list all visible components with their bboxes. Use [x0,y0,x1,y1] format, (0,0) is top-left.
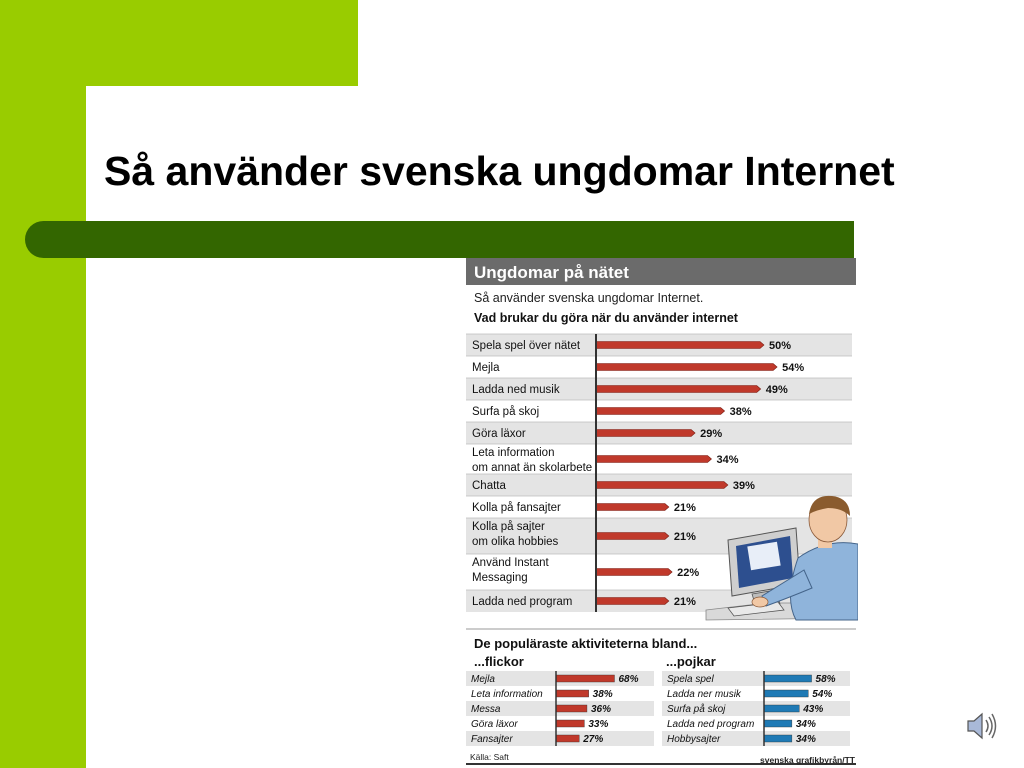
chart-subtitle: Så använder svenska ungdomar Internet. [474,291,704,305]
main-category-label: Kolla på sajter [472,521,545,533]
main-category-label: Surfa på skoj [472,406,540,418]
chart-question: Vad brukar du göra när du använder internet [474,311,738,325]
main-value-label: 21% [673,596,696,608]
main-category-label: Mejla [472,362,500,374]
small-category-label: Göra läxor [471,719,518,730]
main-bar [596,504,669,511]
main-bar [596,456,712,463]
small-bar [556,705,587,712]
small-value-label: 36% [590,704,611,715]
small-category-label: Mejla [471,674,495,685]
main-bar [596,430,695,437]
small-category-label: Leta information [471,689,543,700]
small-chart-rows [466,671,850,746]
main-category-label: Spela spel över nätet [472,340,581,352]
small-value-label: 68% [618,674,639,685]
main-bar [596,386,761,393]
main-value-label: 34% [716,454,739,466]
small-category-label: Messa [471,704,501,715]
main-value-label: 21% [673,531,696,543]
footer-credit: svenska grafikbyrån/TT [760,755,855,765]
section-title: De populäraste aktiviteterna bland... [474,636,698,651]
main-bar [596,569,672,576]
main-bar [596,482,728,489]
small-bar [556,675,614,682]
small-value-label: 38% [592,689,613,700]
main-bar [596,408,725,415]
small-value-label: 33% [588,719,609,730]
main-category-label: Ladda ned program [472,596,573,608]
main-bar [596,533,669,540]
small-value-label: 54% [812,689,833,700]
main-category-label: om annat än skolarbete [472,462,593,474]
chart-title: Ungdomar på nätet [474,263,629,282]
small-category-label: Surfa på skoj [667,704,726,715]
main-value-label: 22% [677,567,700,579]
small-value-label: 34% [795,719,816,730]
small-category-label: Fansajter [471,734,513,745]
footer-source: Källa: Saft [470,752,509,762]
green-left-stripe [0,0,86,768]
small-value-label: 27% [583,734,604,745]
main-bar [596,364,777,371]
small-category-label: Hobbysajter [667,734,721,745]
main-value-label: 54% [782,362,805,374]
small-category-label: Ladda ner musik [667,689,741,700]
main-category-label: Göra läxor [472,428,526,440]
small-bar [556,735,579,742]
illustration-screen-window [747,542,780,570]
main-value-label: 29% [700,428,723,440]
small-bar [764,720,792,727]
main-bar [596,342,764,349]
speaker-icon[interactable] [964,708,1000,744]
small-bar [764,705,799,712]
main-category-label: om olika hobbies [472,536,559,548]
small-bar [556,690,589,697]
main-category-label: Använd Instant [472,557,549,569]
small-bar [764,690,808,697]
main-category-label: Messaging [472,572,528,584]
small-bar [764,735,792,742]
girls-heading: ...flickor [474,654,524,669]
small-value-label: 34% [795,734,816,745]
main-value-label: 21% [673,502,696,514]
main-value-label: 49% [765,384,788,396]
slide-title: Så använder svenska ungdomar Internet [104,148,895,194]
chart-graphic [466,258,858,766]
main-category-label: Chatta [472,480,506,492]
main-category-label: Kolla på fansajter [472,502,561,514]
main-value-label: 38% [729,406,752,418]
main-value-label: 39% [732,480,755,492]
small-value-label: 43% [803,704,824,715]
main-category-label: Ladda ned musik [472,384,560,396]
small-category-label: Ladda ned program [667,719,755,730]
small-category-label: Spela spel [667,674,714,685]
main-category-label: Leta information [472,447,555,459]
small-bar [556,720,584,727]
boys-heading: ...pojkar [666,654,716,669]
small-value-label: 58% [815,674,836,685]
illustration-hand [752,597,768,607]
title-divider-bar [25,221,854,258]
main-value-label: 50% [769,340,792,352]
small-bar [764,675,812,682]
main-bar [596,598,669,605]
